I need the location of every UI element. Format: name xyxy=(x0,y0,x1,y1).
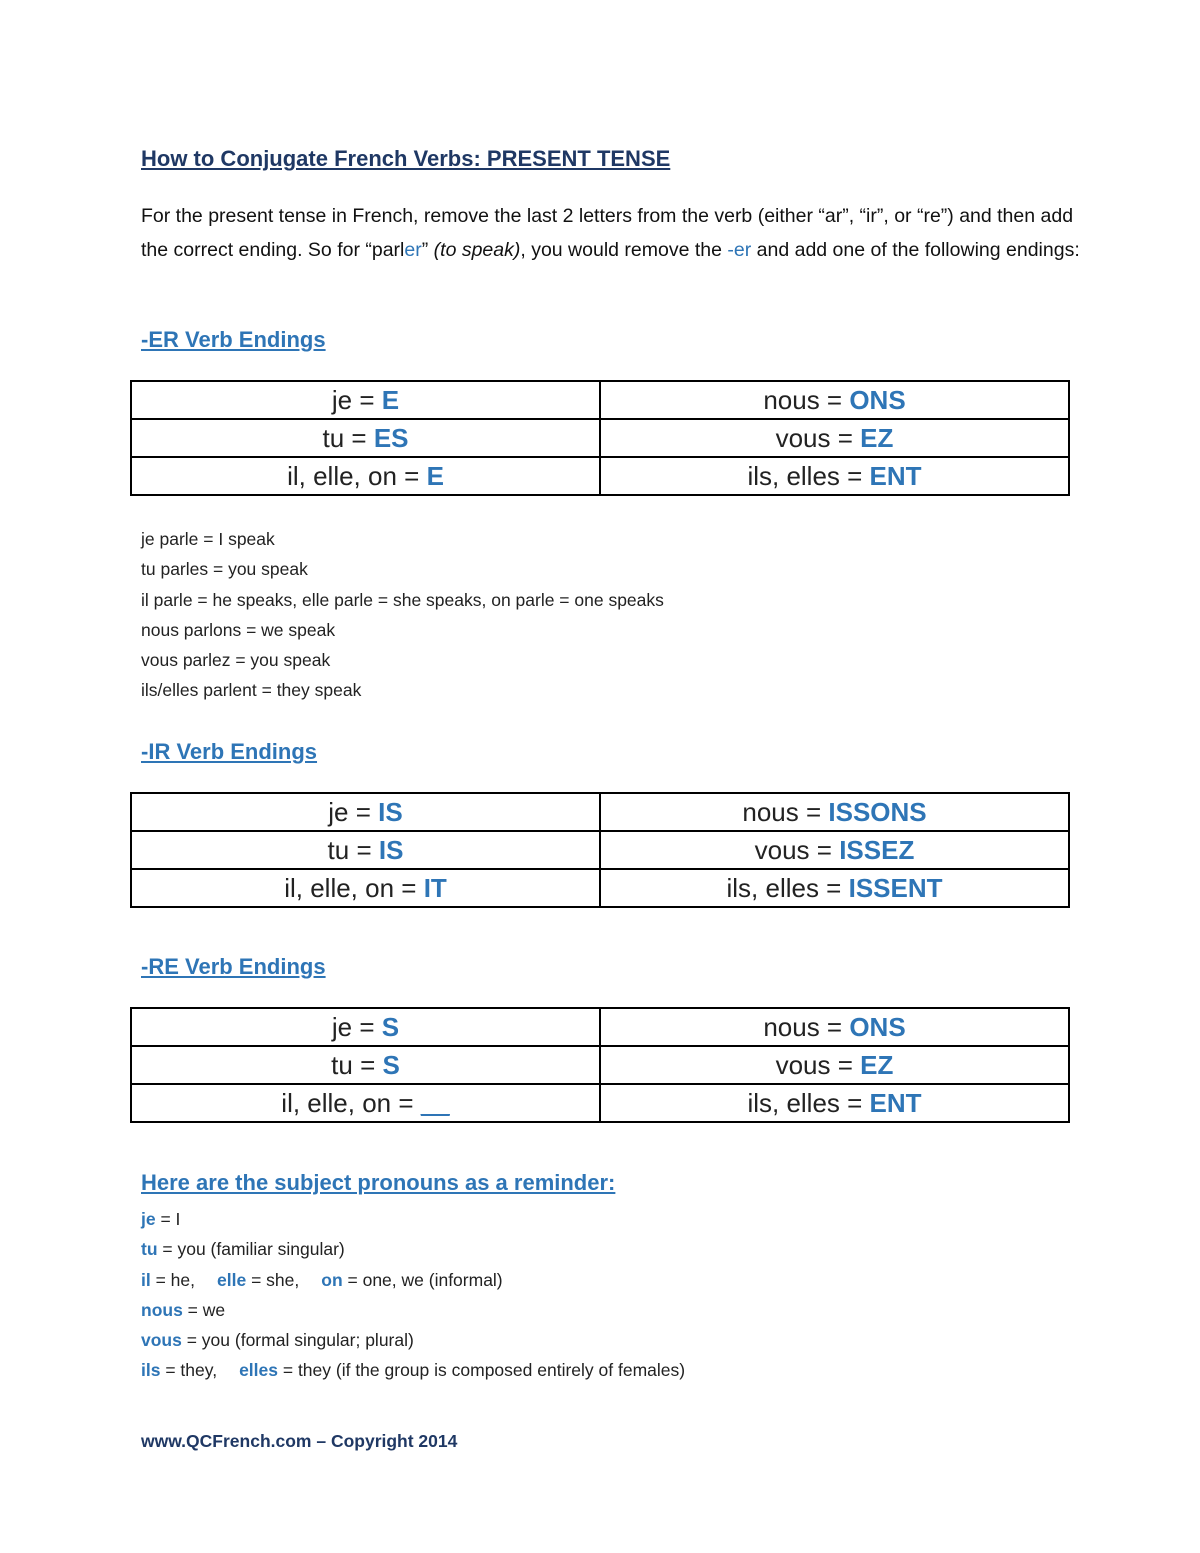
intro-text-4: and add one of the following endings: xyxy=(751,238,1080,261)
cell-ending: EZ xyxy=(860,423,894,453)
pronoun-word: elles xyxy=(239,1360,278,1381)
table-cell xyxy=(600,1046,1069,1084)
er-section-heading: -ER Verb Endings xyxy=(141,327,326,352)
table-cell xyxy=(131,381,600,419)
cell-ending: ISSENT xyxy=(848,873,943,903)
list-item xyxy=(141,1355,685,1385)
list-item: nous parlons = we speak xyxy=(141,619,336,640)
table-cell xyxy=(600,457,1069,495)
table-cell xyxy=(600,1084,1069,1122)
cell-ending: ENT xyxy=(869,1088,922,1118)
cell-pronoun: ils, elles = xyxy=(726,873,849,903)
pronoun-meaning: = she, xyxy=(246,1269,300,1290)
list-item xyxy=(141,1265,685,1295)
pronoun-meaning: = you (familiar singular) xyxy=(157,1239,345,1260)
cell-pronoun: vous = xyxy=(775,423,861,453)
pronoun-word: ils xyxy=(141,1360,161,1381)
cell-ending: S xyxy=(381,1012,400,1042)
intro-text-3: , you would remove the xyxy=(520,238,728,261)
pronoun-meaning: = he, xyxy=(150,1269,196,1290)
list-item xyxy=(141,1295,685,1325)
cell-ending: IT xyxy=(423,873,447,903)
pronoun-list xyxy=(141,1204,685,1386)
cell-pronoun: nous = xyxy=(742,797,829,827)
pronoun-word: elle xyxy=(217,1269,247,1290)
pronoun-meaning: = you (formal singular; plural) xyxy=(181,1330,414,1351)
pronoun-meaning: = I xyxy=(155,1209,181,1229)
intro-text-1: For the present tense in French, remove the last 2 letters from the verb (either “ar”, “ir”, or “re”) and then add the correct ending. So for “parl xyxy=(141,205,1074,261)
cell-pronoun: je = xyxy=(331,1012,382,1042)
intro-paragraph xyxy=(141,200,1081,267)
list-item xyxy=(141,1234,685,1264)
list-item: vous parlez = you speak xyxy=(141,650,331,671)
cell-ending: IS xyxy=(378,797,403,827)
table-cell xyxy=(131,831,600,869)
cell-ending: ISSONS xyxy=(828,797,927,827)
footer-copyright: www.QCFrench.com – Copyright 2014 xyxy=(141,1431,458,1451)
cell-ending: E xyxy=(426,461,444,491)
page-title: How to Conjugate French Verbs: PRESENT TENSE xyxy=(141,146,671,171)
intro-text-2: ” xyxy=(421,238,434,261)
table-cell xyxy=(131,869,600,907)
table-cell xyxy=(600,381,1069,419)
cell-ending: ISSEZ xyxy=(839,835,915,865)
cell-ending: ENT xyxy=(869,461,922,491)
table-row xyxy=(131,381,1069,419)
cell-pronoun: tu = xyxy=(322,423,374,453)
ir-endings-table xyxy=(130,792,1070,908)
re-endings-table xyxy=(130,1007,1070,1123)
list-item: il parle = he speaks, elle parle = she speaks, on parle = one speaks xyxy=(141,589,664,610)
table-row xyxy=(131,419,1069,457)
cell-pronoun: je = xyxy=(331,385,382,415)
er-endings-table xyxy=(130,380,1070,496)
table-cell xyxy=(600,869,1069,907)
pronoun-word: vous xyxy=(141,1330,182,1351)
re-section-heading: -RE Verb Endings xyxy=(141,954,326,979)
intro-translation: (to speak) xyxy=(433,238,521,261)
table-cell xyxy=(131,1084,600,1122)
list-item xyxy=(141,1204,685,1234)
cell-pronoun: ils, elles = xyxy=(747,461,870,491)
pronoun-meaning: = they, xyxy=(160,1360,218,1381)
cell-pronoun: il, elle, on = xyxy=(281,1088,421,1118)
table-cell xyxy=(600,793,1069,831)
cell-ending: E xyxy=(381,385,400,415)
cell-ending: EZ xyxy=(860,1050,894,1080)
pronoun-word: on xyxy=(321,1269,343,1290)
list-item: je parle = I speak xyxy=(141,529,275,549)
pronoun-word: il xyxy=(141,1269,151,1290)
table-row xyxy=(131,1046,1069,1084)
pronoun-word: nous xyxy=(141,1299,183,1320)
table-row xyxy=(131,457,1069,495)
table-cell xyxy=(600,419,1069,457)
cell-pronoun: ils, elles = xyxy=(747,1088,870,1118)
pronoun-word: tu xyxy=(141,1239,158,1260)
ir-section-heading: -IR Verb Endings xyxy=(141,739,318,764)
table-row xyxy=(131,1084,1069,1122)
table-cell xyxy=(131,793,600,831)
cell-ending: ONS xyxy=(849,385,906,415)
cell-pronoun: il, elle, on = xyxy=(284,873,424,903)
pronouns-heading: Here are the subject pronouns as a reminder: xyxy=(141,1170,616,1195)
pronoun-meaning: = they (if the group is composed entirely of females) xyxy=(278,1360,686,1381)
table-row xyxy=(131,1008,1069,1046)
cell-ending: IS xyxy=(378,835,404,865)
cell-pronoun: nous = xyxy=(763,1012,850,1042)
pronoun-meaning: = one, we (informal) xyxy=(342,1269,503,1290)
cell-pronoun: il, elle, on = xyxy=(287,461,427,491)
table-cell xyxy=(600,831,1069,869)
cell-pronoun: vous = xyxy=(775,1050,861,1080)
table-cell xyxy=(600,1008,1069,1046)
cell-ending: ES xyxy=(373,423,409,453)
cell-pronoun: tu = xyxy=(327,835,379,865)
example-list xyxy=(141,524,664,706)
cell-ending: ONS xyxy=(849,1012,906,1042)
pronoun-word: je xyxy=(141,1209,156,1229)
table-cell xyxy=(131,1046,600,1084)
intro-highlight-er: er xyxy=(404,238,422,261)
cell-ending-blank: __ xyxy=(420,1088,450,1118)
table-cell xyxy=(131,457,600,495)
cell-pronoun: tu = xyxy=(331,1050,383,1080)
pronoun-meaning: = we xyxy=(182,1299,226,1320)
list-item: tu parles = you speak xyxy=(141,559,308,580)
cell-ending: S xyxy=(382,1050,400,1080)
cell-pronoun: nous = xyxy=(763,385,850,415)
table-cell xyxy=(131,1008,600,1046)
list-item: ils/elles parlent = they speak xyxy=(141,680,362,701)
table-cell xyxy=(131,419,600,457)
table-row xyxy=(131,831,1069,869)
cell-pronoun: vous = xyxy=(754,835,840,865)
table-row xyxy=(131,793,1069,831)
intro-highlight-dash-er: -er xyxy=(727,238,752,261)
cell-pronoun: je = xyxy=(328,797,379,827)
list-item xyxy=(141,1325,685,1355)
table-row xyxy=(131,869,1069,907)
